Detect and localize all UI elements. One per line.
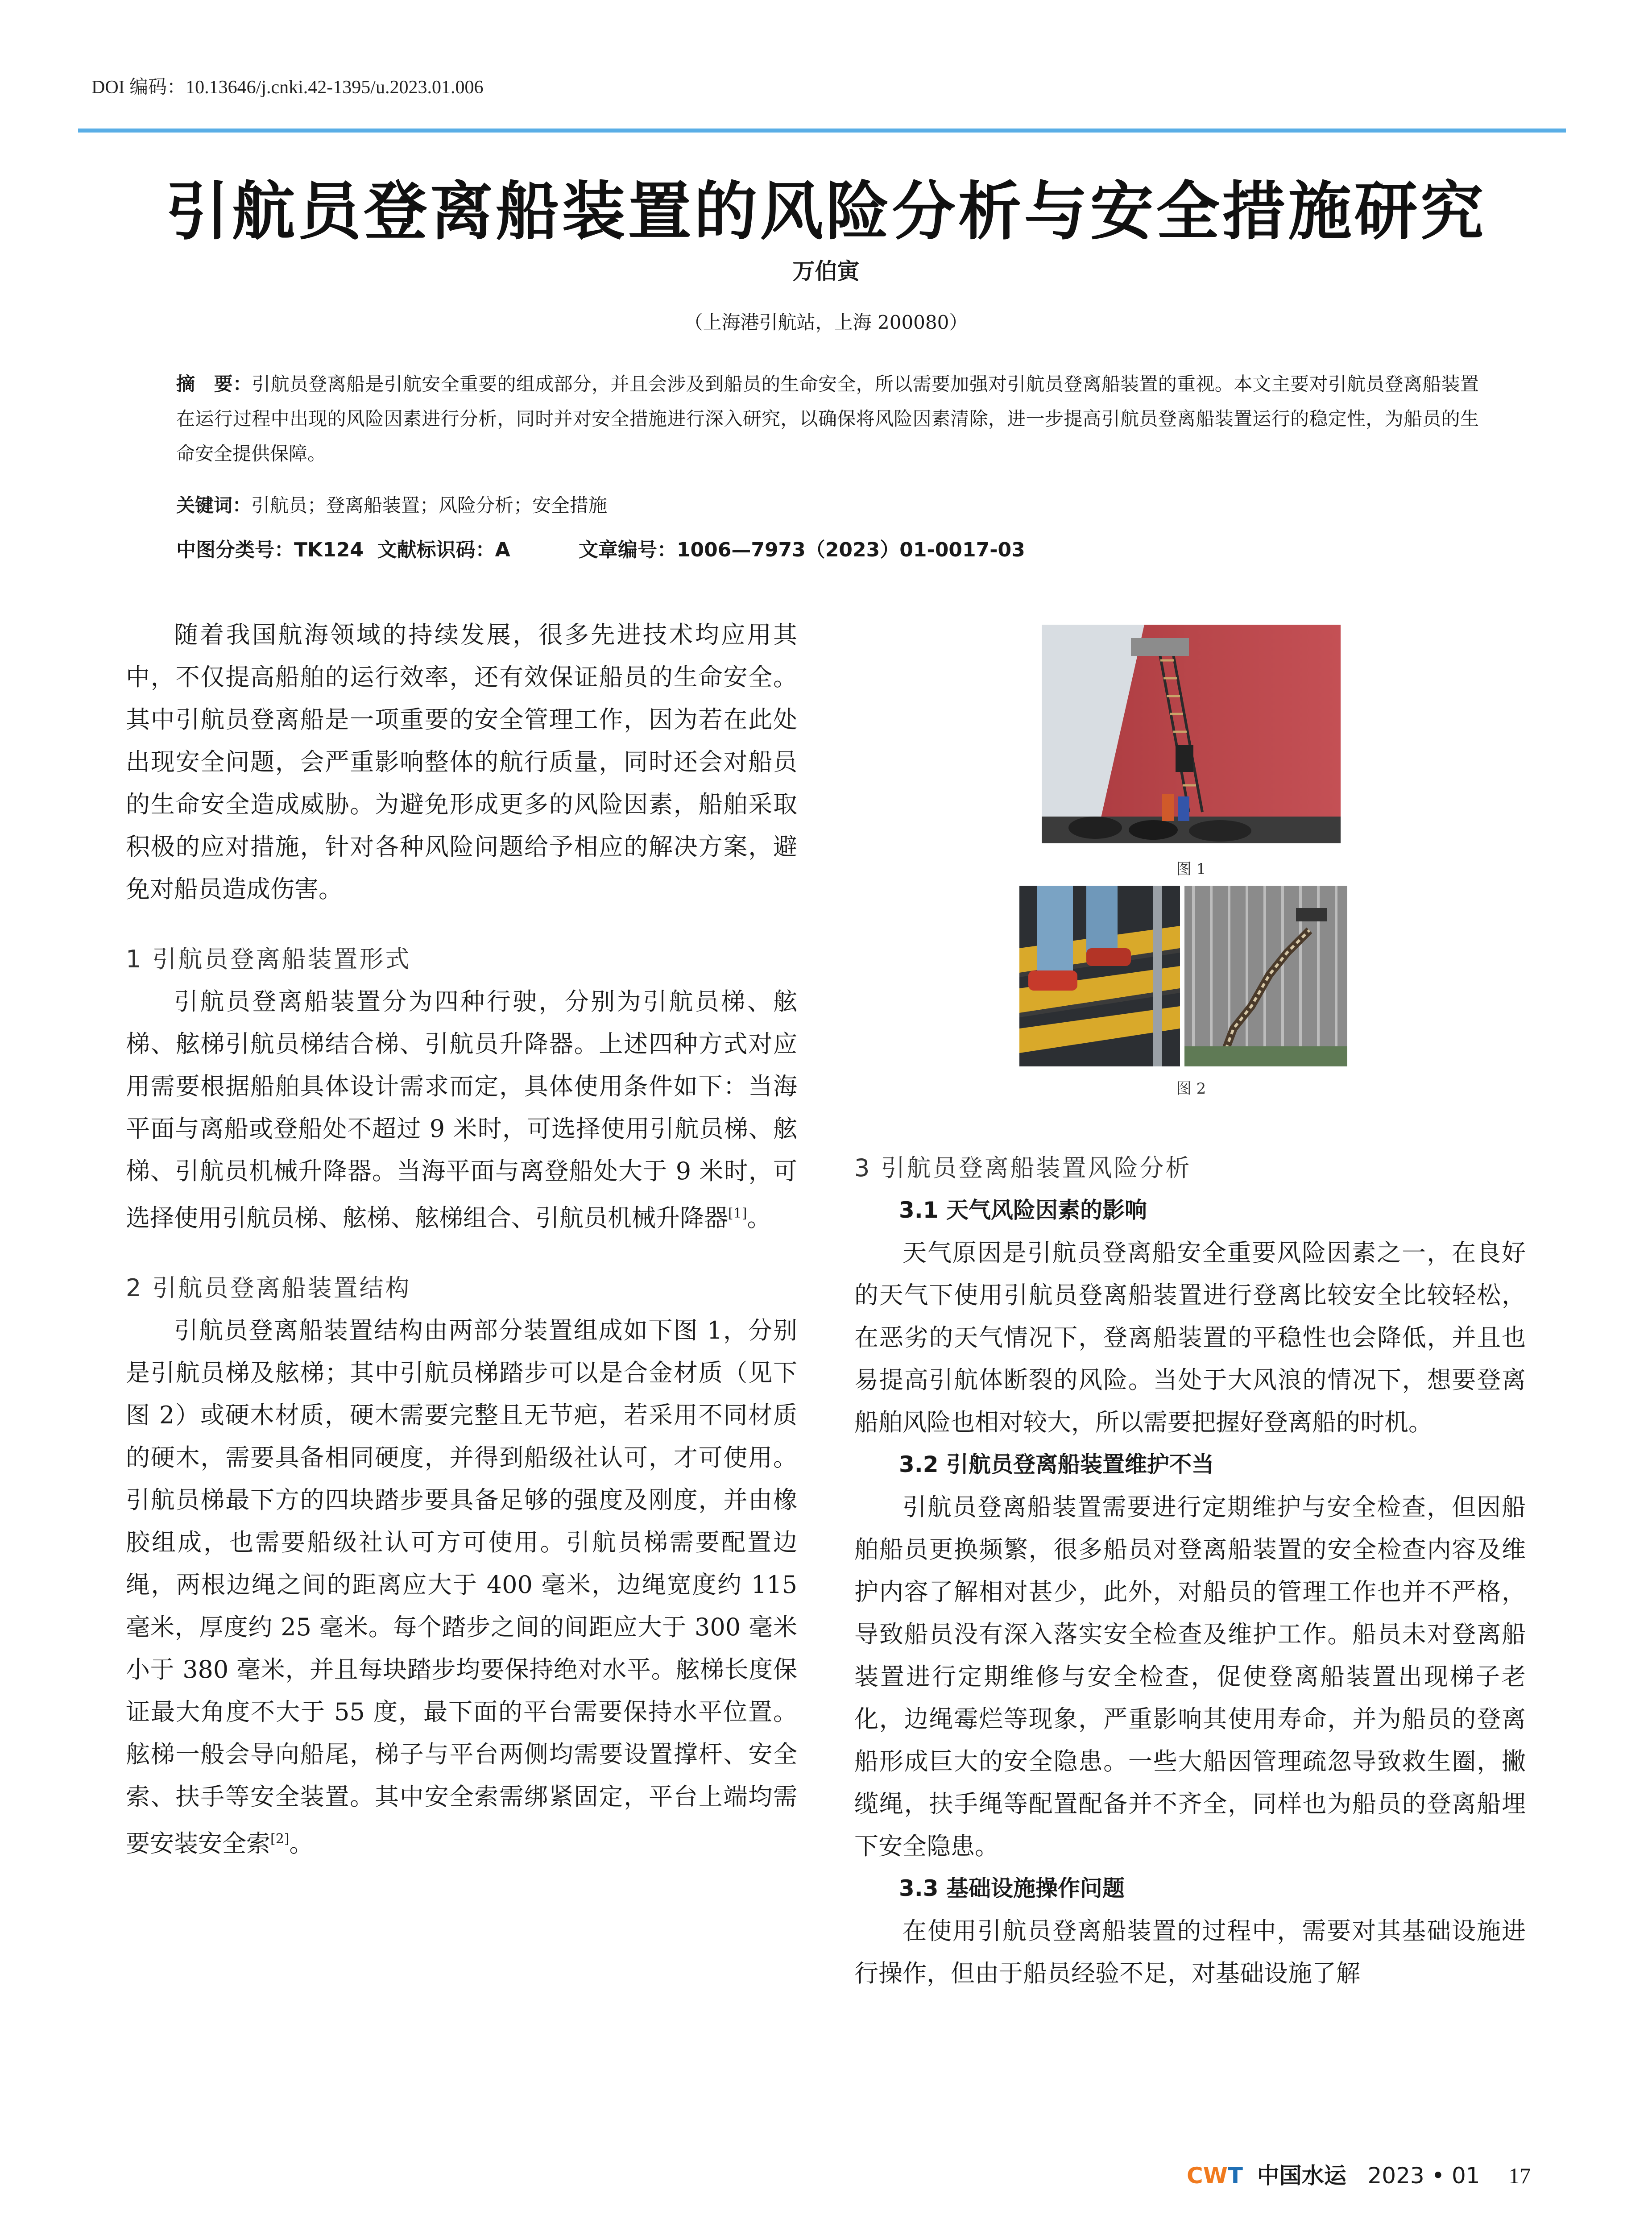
reference-1: [1] — [728, 1206, 747, 1221]
classification-line — [176, 534, 1025, 562]
reference-2: [2] — [270, 1831, 290, 1847]
section-2-end: 。 — [289, 1829, 314, 1858]
intro-paragraph: 随着我国航海领域的持续发展，很多先进技术均应用其中，不仅提高船舶的运行效率，还有效保证船员的生命安全。其中引航员登离船是一项重要的安全管理工作，因为若在此处出现安全问题，会严重影响整体的航行质量，同时还会对船员的生命安全造成威胁。为避免形成更多的风险因素，船舶采取积极的应对措施，针对各种风险问题给予相应的解决方案，避免对船员造成伤害。 — [126, 621, 797, 903]
section-3-heading: 3 引航员登离船装置风险分析 — [854, 1154, 1192, 1182]
author: 万伯寅 — [792, 258, 860, 284]
left-column — [126, 614, 797, 1865]
keywords — [176, 491, 607, 518]
issue-number: 2023 • 01 — [1367, 2163, 1480, 2189]
figure-2-left-image — [1019, 886, 1180, 1066]
keywords-text: 引航员；登离船装置；风险分析；安全措施 — [251, 494, 608, 516]
brand-logo-cw: CW — [1187, 2163, 1228, 2189]
affiliation: （上海港引航站，上海 200080） — [684, 311, 968, 333]
figure-1-image — [1042, 625, 1341, 843]
clc-label: 中图分类号： — [176, 539, 294, 561]
section-3-3-heading: 3.3 基础设施操作问题 — [899, 1875, 1125, 1901]
abstract — [176, 367, 1479, 471]
figure-2-caption: 图 2 — [1176, 1080, 1206, 1098]
doi-line: DOI 编码：10.13646/j.cnki.42-1395/u.2023.01.006 — [91, 77, 484, 98]
section-3-1-paragraph: 天气原因是引航员登离船安全重要风险因素之一，在良好的天气下使用引航员登离船装置进行登离比较安全比较轻松，在恶劣的天气情况下，登离船装置的平稳性也会降低，并且也易提高引航体断裂的风险。当处于大风浪的情况下，想要登离船舶风险也相对较大，所以需要把握好登离船的时机。 — [854, 1239, 1526, 1436]
abstract-text: 引航员登离船是引航安全重要的组成部分，并且会涉及到船员的生命安全，所以需要加强对引航员登离船装置的重视。本文主要对引航员登离船装置在运行过程中出现的风险因素进行分析，同时并对安全措施进行深入研究，以确保将风险因素清除，进一步提高引航员登离船装置运行的稳定性，为船员的生命安全提供保障。 — [176, 373, 1479, 464]
figure-2-right-image — [1184, 886, 1347, 1066]
right-column — [854, 1147, 1526, 1995]
article-value: 1006—7973（2023）01-0017-03 — [676, 539, 1025, 561]
ship-hull-ladder-photo — [1042, 625, 1341, 843]
header-rule — [78, 129, 1566, 133]
figure-1-caption: 图 1 — [1176, 860, 1206, 878]
page-footer — [1187, 2158, 1531, 2190]
alloy-step-ladder-photo — [1019, 886, 1180, 1066]
keywords-label: 关键词： — [176, 494, 252, 516]
journal-name: 中国水运 — [1257, 2162, 1346, 2189]
section-2-paragraph — [126, 1309, 797, 1865]
doc-label: 文献标识码： — [377, 539, 495, 561]
brand-logo-t: T — [1227, 2163, 1243, 2189]
page-number: 17 — [1508, 2163, 1531, 2188]
section-3-1-heading: 3.1 天气风险因素的影响 — [899, 1197, 1147, 1223]
section-1-heading: 1 引航员登离船装置形式 — [126, 945, 411, 973]
abstract-label: 摘 要： — [176, 373, 252, 395]
section-2-heading: 2 引航员登离船装置结构 — [126, 1274, 411, 1302]
section-1-end: 。 — [747, 1204, 771, 1232]
section-3-2-heading: 3.2 引航员登离船装置维护不当 — [899, 1451, 1214, 1477]
doc-value: A — [495, 539, 510, 561]
section-1-text: 引航员登离船装置分为四种行驶，分别为引航员梯、舷梯、舷梯引航员梯结合梯、引航员升降器。上述四种方式对应用需要根据船舶具体设计需求而定，具体使用条件如下：当海平面与离船或登船处不超过 9 米时，可选择使用引航员梯、舷梯、引航员机械升降器。当海平面与离登船处大于 9 米时，可选择使用引航员梯、舷梯、舷梯组合、引航员机械升降器 — [126, 987, 797, 1232]
article-label: 文章编号： — [578, 539, 677, 561]
section-1-paragraph — [126, 980, 797, 1239]
clc-value: TK124 — [294, 539, 364, 561]
page-title: 引航员登离船装置的风险分析与安全措施研究 — [166, 174, 1486, 249]
section-3-3-paragraph: 在使用引航员登离船装置的过程中，需要对其基础设施进行操作，但由于船员经验不足，对基础设施了解 — [854, 1917, 1526, 1987]
section-2-text: 引航员登离船装置结构由两部分装置组成如下图 1，分别是引航员梯及舷梯；其中引航员梯踏步可以是合金材质（见下图 2）或硬木材质，硬木需要完整且无节疤，若采用不同材质的硬木，需要具备相同硬度，并得到船级社认可，才可使用。引航员梯最下方的四块踏步要具备足够的强度及刚度，并由橡胶组成，也需要船级社认可方可使用。引航员梯需要配置边绳，两根边绳之间的距离应大于 400 毫米，边绳宽度约 115 毫米，厚度约 25 毫米。每个踏步之间的间距应大于 300 毫米小于 380 毫米，并且每块踏步均要保持绝对水平。舷梯长度保证最大角度不大于 55 度，最下面的平台需要保持水平位置。舷梯一般会导向船尾，梯子与平台两侧均需要设置撑杆、安全索、扶手等安全装置。其中安全索需绑紧固定，平台上端均需要安装安全索 — [126, 1316, 797, 1858]
accommodation-ladder-photo — [1184, 886, 1347, 1066]
section-3-2-paragraph: 引航员登离船装置需要进行定期维护与安全检查，但因船舶船员更换频繁，很多船员对登离船装置的安全检查内容及维护内容了解相对甚少，此外，对船员的管理工作也并不严格，导致船员没有深入落实安全检查及维护工作。船员未对登离船装置进行定期维修与安全检查，促使登离船装置出现梯子老化，边绳霉烂等现象，严重影响其使用寿命，并为船员的登离船形成巨大的安全隐患。一些大船因管理疏忽导致救生圈，撇缆绳，扶手绳等配置配备并不齐全，同样也为船员的登离船埋下安全隐患。 — [854, 1493, 1526, 1860]
